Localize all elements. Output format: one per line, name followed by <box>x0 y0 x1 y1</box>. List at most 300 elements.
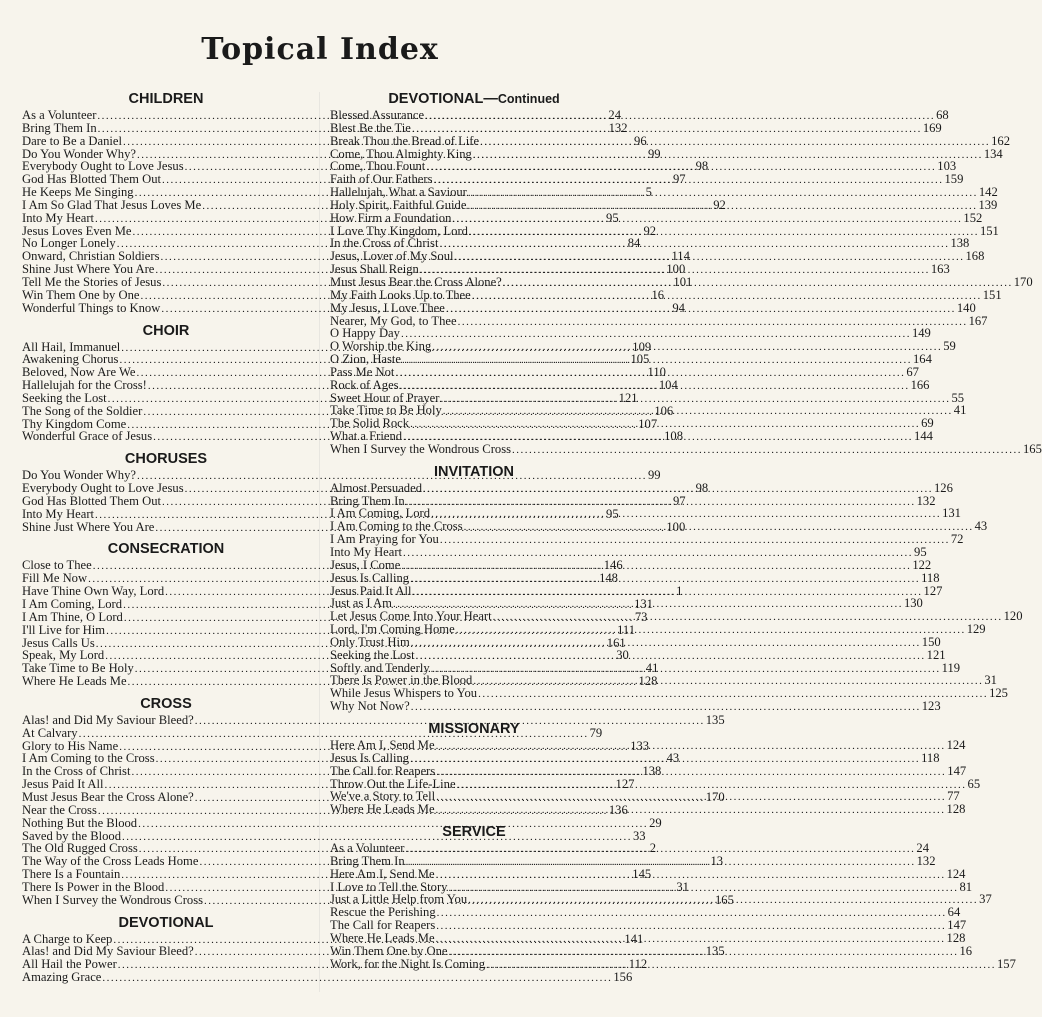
entry-title: As a Volunteer <box>22 108 97 122</box>
entry-page-number: 127 <box>923 583 943 598</box>
entry-page-number: 98 <box>695 159 709 174</box>
section-heading <box>22 90 310 109</box>
entry-page-number: 124 <box>946 866 966 881</box>
entry-title: I'll Live for Him <box>22 622 106 637</box>
entry-title: Rock of Ages <box>330 377 399 392</box>
entry-title: Jesus Is Calling <box>330 750 410 765</box>
entry-page-number: 127 <box>615 777 635 792</box>
dot-leader <box>456 624 966 637</box>
dot-leader <box>401 328 911 341</box>
entry-page-number: 125 <box>989 686 1008 701</box>
entry-title: Must Jesus Bear the Cross Alone? <box>330 274 502 289</box>
dot-leader <box>480 133 990 149</box>
entry-title: Jesus, I Come <box>330 557 401 572</box>
entry-title: Where He Leads Me <box>22 674 127 689</box>
entry-title: Holy Spirit, Faithful Guide <box>330 197 467 212</box>
entry-title: Jesus Paid It All <box>22 777 104 792</box>
entry-page-number: 94 <box>672 300 685 315</box>
section-heading <box>22 914 310 933</box>
dot-leader <box>410 573 920 586</box>
entry-title: Wonderful Things to Know <box>22 300 161 315</box>
entry-title: Must Jesus Bear the Cross Alone? <box>22 789 194 804</box>
entry-page-number: 106 <box>654 403 674 418</box>
entry-page-number: 97 <box>673 172 686 187</box>
dot-leader <box>472 287 982 303</box>
entry-title: Work, for the Night Is Coming <box>330 956 485 971</box>
entry-title: All Hail the Power <box>22 957 117 972</box>
entry-page-number: 64 <box>947 905 961 920</box>
section-heading-text: DEVOTIONAL— <box>388 91 498 107</box>
entry-title: Nearer, My God, to Thee <box>330 313 457 328</box>
dot-leader <box>437 907 947 920</box>
entry-page-number: 29 <box>649 815 662 830</box>
entry-title: Jesus Is Calling <box>330 570 410 585</box>
entry-title: Hallelujah, What a Saviour <box>330 185 467 200</box>
entry-title: I Am Coming, Lord <box>22 597 123 611</box>
entry-page-number: 128 <box>946 802 966 817</box>
entry-title: Beloved, Now Are We <box>22 365 136 380</box>
dot-leader <box>411 637 921 650</box>
section-heading-text: CHILDREN <box>128 91 204 107</box>
entry-title: Tell Me the Stories of Jesus <box>22 274 162 289</box>
entry-title: Jesus Calls Us <box>22 635 95 650</box>
entry-title: Into My Heart <box>22 506 95 521</box>
entry-title: Jesus, Lover of My Soul <box>330 249 454 264</box>
dot-leader <box>436 766 946 779</box>
entry-title: Alas! and Did My Saviour Bleed? <box>22 712 194 727</box>
entry-title: Shine Just Where You Are <box>22 262 155 277</box>
entry-page-number: 84 <box>627 236 641 251</box>
entry-page-number: 99 <box>647 146 661 161</box>
entry-title: God Has Blotted Them Out <box>22 172 161 187</box>
entry-title: Blessed Assurance <box>330 108 425 122</box>
entry-title: How Firm a Foundation <box>330 210 452 225</box>
section-heading-continued: Continued <box>497 92 560 106</box>
entry-page-number: 31 <box>676 879 689 894</box>
entry-page-number: 118 <box>921 570 940 585</box>
entry-page-number: 145 <box>632 867 652 882</box>
entry-title: Throw Out the Life-Line <box>330 776 456 791</box>
entry-page-number: 121 <box>926 647 946 662</box>
entry-title: God Has Blotted Them Out <box>22 493 161 508</box>
entry-page-number: 31 <box>984 673 997 688</box>
entry-page-number: 122 <box>912 557 932 572</box>
index-entry <box>330 545 927 559</box>
entry-page-number: 165 <box>1023 441 1042 456</box>
entry-title: Come, Thou Almighty King <box>330 146 472 161</box>
entry-page-number: 73 <box>634 609 648 624</box>
dot-leader <box>423 483 933 496</box>
entry-page-number: 121 <box>618 390 638 405</box>
entry-title: O Happy Day <box>330 326 400 341</box>
dot-leader <box>448 946 958 959</box>
dot-leader <box>436 920 946 933</box>
dot-leader <box>426 161 936 174</box>
entry-page-number: 118 <box>921 750 940 765</box>
entry-page-number: 147 <box>947 918 967 933</box>
entry-page-number: 131 <box>942 506 961 521</box>
entry-page-number: 110 <box>647 365 666 380</box>
entry-page-number: 95 <box>606 506 619 521</box>
index-entry <box>22 815 662 830</box>
index-entry <box>330 699 941 714</box>
entry-title: Blest Be the Tie <box>330 120 411 135</box>
dot-leader <box>402 354 912 367</box>
entry-title: Faith of Our Fathers <box>330 172 433 187</box>
entry-page-number: 157 <box>997 956 1016 971</box>
entry-title: Dare to Be a Daniel <box>22 133 123 148</box>
entry-title: Where He Leads Me <box>330 802 435 817</box>
dot-leader <box>401 560 911 573</box>
entry-title: Do You Wonder Why? <box>22 146 136 161</box>
dot-leader <box>436 804 946 817</box>
entry-title: There Is Power in the Blood <box>22 879 165 894</box>
entry-title: Into My Heart <box>22 210 95 225</box>
entry-title: Rescue the Perishing <box>330 905 436 920</box>
section-heading-text: INVITATION <box>433 463 514 480</box>
index-entry <box>330 557 932 572</box>
section-heading <box>22 695 310 714</box>
entry-title: Jesus Loves Even Me <box>22 223 132 238</box>
dot-leader <box>458 316 968 329</box>
entry-title: Just a Little Help from You <box>330 892 468 907</box>
entry-title: Alas! and Did My Saviour Bleed? <box>22 944 194 959</box>
entry-page-number: 16 <box>651 287 665 302</box>
entry-page-number: 124 <box>946 737 966 752</box>
entry-title: Only Trust Him <box>330 634 410 649</box>
entry-page-number: 134 <box>983 146 1003 161</box>
section-heading-text: CHOIR <box>142 322 190 339</box>
dot-leader <box>406 856 916 869</box>
dot-leader <box>468 894 978 907</box>
entry-page-number: 108 <box>664 429 684 444</box>
dot-leader <box>493 611 1003 624</box>
dot-leader <box>406 493 916 509</box>
entry-page-number: 139 <box>978 197 998 212</box>
entry-page-number: 126 <box>934 480 953 495</box>
entry-page-number: 109 <box>632 339 652 354</box>
entry-title: Let Jesus Come Into Your Heart <box>330 609 492 624</box>
entry-page-number: 100 <box>666 519 686 534</box>
index-entry <box>330 918 967 933</box>
entry-title: Here Am I, Send Me <box>330 737 435 752</box>
dot-leader <box>469 223 979 239</box>
entry-page-number: 13 <box>710 854 724 869</box>
entry-title: Why Not Now? <box>330 699 410 714</box>
entry-page-number: 24 <box>916 841 929 856</box>
entry-page-number: 165 <box>715 892 734 907</box>
entry-page-number: 105 <box>630 352 650 367</box>
section-heading <box>330 90 618 109</box>
entry-title: We've a Story to Tell <box>330 789 436 804</box>
entry-page-number: 81 <box>959 879 973 894</box>
entry-page-number: 150 <box>921 634 941 649</box>
entry-title: Seeking the Lost <box>22 390 107 405</box>
entry-page-number: 79 <box>589 725 603 740</box>
entry-page-number: 132 <box>608 120 628 135</box>
entry-title: I Love Thy Kingdom, Lord <box>330 223 468 238</box>
dot-leader <box>436 791 946 804</box>
entry-title: Win Them One by One <box>330 943 448 958</box>
entry-page-number: 101 <box>673 274 693 289</box>
entry-page-number: 131 <box>634 597 653 611</box>
entry-title: I Am Thine, O Lord <box>22 609 123 624</box>
entry-title: Into My Heart <box>330 545 403 559</box>
entry-page-number: 123 <box>921 699 941 714</box>
index-entry <box>330 185 998 200</box>
entry-title: I Love to Tell the Story <box>330 879 448 894</box>
entry-page-number: 146 <box>603 558 623 573</box>
entry-page-number: 69 <box>921 416 934 431</box>
entry-page-number: 103 <box>937 159 957 174</box>
entry-title: Take Time to Be Holy <box>22 661 134 676</box>
index-entry <box>330 441 1042 456</box>
entry-page-number: 152 <box>963 210 983 225</box>
entry-page-number: 68 <box>936 108 949 122</box>
entry-page-number: 138 <box>950 236 970 251</box>
entry-page-number: 41 <box>953 403 967 418</box>
entry-page-number: 168 <box>965 249 985 264</box>
entry-title: My Jesus, I Love Thee <box>330 300 445 315</box>
entry-title: Awakening Chorus <box>22 352 119 367</box>
entry-page-number: 141 <box>624 931 644 946</box>
dot-leader <box>454 251 964 264</box>
section-heading <box>330 720 618 739</box>
dot-leader <box>436 740 946 753</box>
entry-page-number: 59 <box>943 339 956 354</box>
entry-page-number: 5 <box>645 185 652 200</box>
entry-title: In the Cross of Christ <box>22 764 131 779</box>
entry-page-number: 67 <box>906 364 919 379</box>
entry-title: O Worship the King <box>330 339 432 354</box>
section-heading-text: CROSS <box>140 695 192 712</box>
entry-title: Do You Wonder Why? <box>22 468 136 483</box>
entry-title: Here Am I, Send Me <box>330 866 435 881</box>
entry-title: The Call for Reapers <box>330 918 436 933</box>
entry-page-number: 95 <box>914 545 927 559</box>
index-entry <box>330 634 941 649</box>
entry-title: O Zion, Haste <box>330 352 401 367</box>
index-entry <box>22 970 633 985</box>
index-entry <box>330 841 929 856</box>
entry-page-number: 1 <box>676 584 683 599</box>
dot-leader <box>467 197 977 213</box>
entry-page-number: 92 <box>643 223 657 238</box>
entry-title: The Solid Rock <box>330 416 410 431</box>
entry-title: Near the Cross <box>22 802 97 817</box>
entry-title: Everybody Ought to Love Jesus <box>22 159 184 174</box>
index-entry <box>22 712 725 727</box>
section-heading <box>22 540 310 559</box>
entry-title: The Old Rugged Cross <box>22 841 138 856</box>
entry-page-number: 112 <box>628 957 648 972</box>
entry-page-number: 130 <box>903 596 923 611</box>
entry-title: Where He Leads Me <box>330 930 435 945</box>
dot-leader <box>457 779 967 792</box>
section-heading <box>330 463 618 482</box>
dot-leader <box>478 688 988 701</box>
entry-page-number: 129 <box>966 622 986 637</box>
entry-title: Take Time to Be Holy <box>330 403 442 418</box>
dot-leader <box>410 418 920 431</box>
entry-title: Bring Them In <box>22 120 97 135</box>
entry-title: Pass Me Not <box>330 364 395 379</box>
entry-page-number: 111 <box>617 622 636 637</box>
dot-leader <box>443 405 953 418</box>
entry-title: Win Them One by One <box>22 287 140 302</box>
entry-title: When I Survey the Wondrous Cross <box>330 441 511 456</box>
dot-leader <box>102 972 612 985</box>
entry-title: Nothing But the Blood <box>22 815 138 830</box>
entry-title: Thy Kingdom Come <box>22 416 127 431</box>
entry-page-number: 151 <box>982 287 1002 302</box>
entry-page-number: 149 <box>911 326 931 341</box>
entry-page-number: 43 <box>666 751 680 766</box>
dot-leader <box>412 120 922 136</box>
entry-title: I Am Coming to the Cross <box>330 519 463 534</box>
entry-title: Almost Persuaded <box>330 480 422 495</box>
dot-leader <box>432 341 942 354</box>
entry-page-number: 136 <box>608 802 628 817</box>
index-entry <box>330 108 949 122</box>
dot-leader <box>486 959 996 972</box>
dot-leader <box>410 753 920 766</box>
dot-leader <box>405 843 915 856</box>
entry-page-number: 95 <box>606 210 619 225</box>
page-title: Topical Index <box>201 32 439 67</box>
entry-page-number: 148 <box>599 571 618 586</box>
entry-page-number: 98 <box>695 481 709 496</box>
entry-title: Lord, I'm Coming Home <box>330 622 455 637</box>
dot-leader <box>416 650 926 663</box>
index-entry <box>330 210 983 225</box>
entry-title: Break Thou the Bread of Life <box>330 133 480 148</box>
dot-leader <box>403 547 913 560</box>
section-heading <box>330 823 618 842</box>
entry-title: All Hail, Immanuel <box>22 339 121 354</box>
entry-page-number: 170 <box>705 789 725 804</box>
entry-page-number: 119 <box>941 660 961 675</box>
entry-title: Shine Just Where You Are <box>22 519 155 534</box>
dot-leader <box>440 534 950 547</box>
entry-page-number: 166 <box>910 377 930 392</box>
entry-page-number: 169 <box>922 120 942 135</box>
entry-page-number: 43 <box>974 519 988 534</box>
entry-page-number: 156 <box>613 970 633 985</box>
entry-page-number: 104 <box>658 378 678 393</box>
entry-title: The Song of the Soldier <box>22 403 143 418</box>
entry-page-number: 142 <box>978 185 998 200</box>
entry-page-number: 144 <box>914 429 933 444</box>
entry-title: He Keeps Me Singing <box>22 185 134 200</box>
entry-page-number: 2 <box>649 841 657 856</box>
entry-title: My Faith Looks Up to Thee <box>330 287 471 302</box>
entry-title: Glory to His Name <box>22 738 119 753</box>
entry-page-number: 170 <box>1013 274 1033 289</box>
entry-title: I Am Coming, Lord <box>330 506 431 521</box>
dot-leader <box>413 586 923 599</box>
entry-title: Have Thine Own Way, Lord <box>22 584 165 599</box>
dot-leader <box>512 444 1022 457</box>
entry-title: Saved by the Blood <box>22 828 121 843</box>
entry-page-number: 96 <box>634 133 647 148</box>
entry-title: Jesus Paid It All <box>330 583 412 598</box>
entry-title: Close to Thee <box>22 558 92 573</box>
dot-leader <box>468 187 978 200</box>
entry-page-number: 120 <box>1003 609 1023 624</box>
entry-page-number: 161 <box>606 635 626 650</box>
entry-title: No Longer Lonely <box>22 236 116 251</box>
entry-page-number: 151 <box>979 223 999 238</box>
entry-title: Seeking the Lost <box>330 647 415 662</box>
entry-title: Hallelujah for the Cross! <box>22 378 147 393</box>
dot-leader <box>503 274 1013 290</box>
entry-title: At Calvary <box>22 725 78 740</box>
entry-page-number: 72 <box>950 532 964 547</box>
dot-leader <box>400 380 910 393</box>
dot-leader <box>436 933 946 946</box>
entry-page-number: 37 <box>979 892 992 907</box>
index-entry <box>330 570 940 585</box>
dot-leader <box>464 521 974 534</box>
entry-page-number: 41 <box>645 661 659 676</box>
entry-page-number: 162 <box>991 133 1010 148</box>
entry-page-number: 128 <box>946 930 966 945</box>
entry-page-number: 107 <box>638 416 658 431</box>
entry-title: A Charge to Keep <box>22 931 113 946</box>
entry-page-number: 65 <box>967 776 981 791</box>
section-heading-text: CHORUSES <box>124 451 208 468</box>
entry-page-number: 135 <box>705 944 725 959</box>
entry-title: When I Survey the Wondrous Cross <box>22 892 203 907</box>
entry-page-number: 135 <box>705 712 725 727</box>
entry-title: I Am So Glad That Jesus Loves Me <box>22 197 202 212</box>
dot-leader <box>439 238 949 251</box>
entry-page-number: 33 <box>633 828 646 843</box>
entry-title: Everybody Ought to Love Jesus <box>22 481 184 496</box>
entry-title: What a Friend <box>330 429 403 444</box>
entry-title: Onward, Christian Soldiers <box>22 249 160 264</box>
entry-page-number: 24 <box>608 108 621 122</box>
index-entry <box>330 853 936 868</box>
dot-leader <box>446 300 956 316</box>
entry-title: As a Volunteer <box>330 841 405 856</box>
entry-page-number: 138 <box>642 764 662 779</box>
dot-leader <box>473 146 983 162</box>
entry-page-number: 16 <box>959 943 973 958</box>
dot-leader <box>411 701 921 714</box>
entry-title: Wonderful Grace of Jesus <box>22 429 153 444</box>
entry-page-number: 30 <box>616 648 629 663</box>
entry-page-number: 55 <box>951 390 965 405</box>
entry-page-number: 92 <box>713 197 726 212</box>
section-heading-text: SERVICE <box>442 824 506 841</box>
entry-page-number: 77 <box>947 789 960 804</box>
entry-page-number: 100 <box>666 262 686 277</box>
entry-title: The Call for Reapers <box>330 763 436 778</box>
dot-leader <box>425 110 935 123</box>
entry-title: Speak, My Lord <box>22 648 105 663</box>
entry-title: Fill Me Now <box>22 571 88 586</box>
entry-page-number: 140 <box>956 300 976 315</box>
entry-page-number: 167 <box>968 313 988 328</box>
entry-page-number: 114 <box>671 249 690 264</box>
entry-page-number: 128 <box>638 674 658 689</box>
dot-leader <box>440 390 950 406</box>
section-heading <box>22 450 310 469</box>
entry-title: The Way of the Cross Leads Home <box>22 854 199 869</box>
entry-title: While Jesus Whispers to You <box>330 686 478 701</box>
